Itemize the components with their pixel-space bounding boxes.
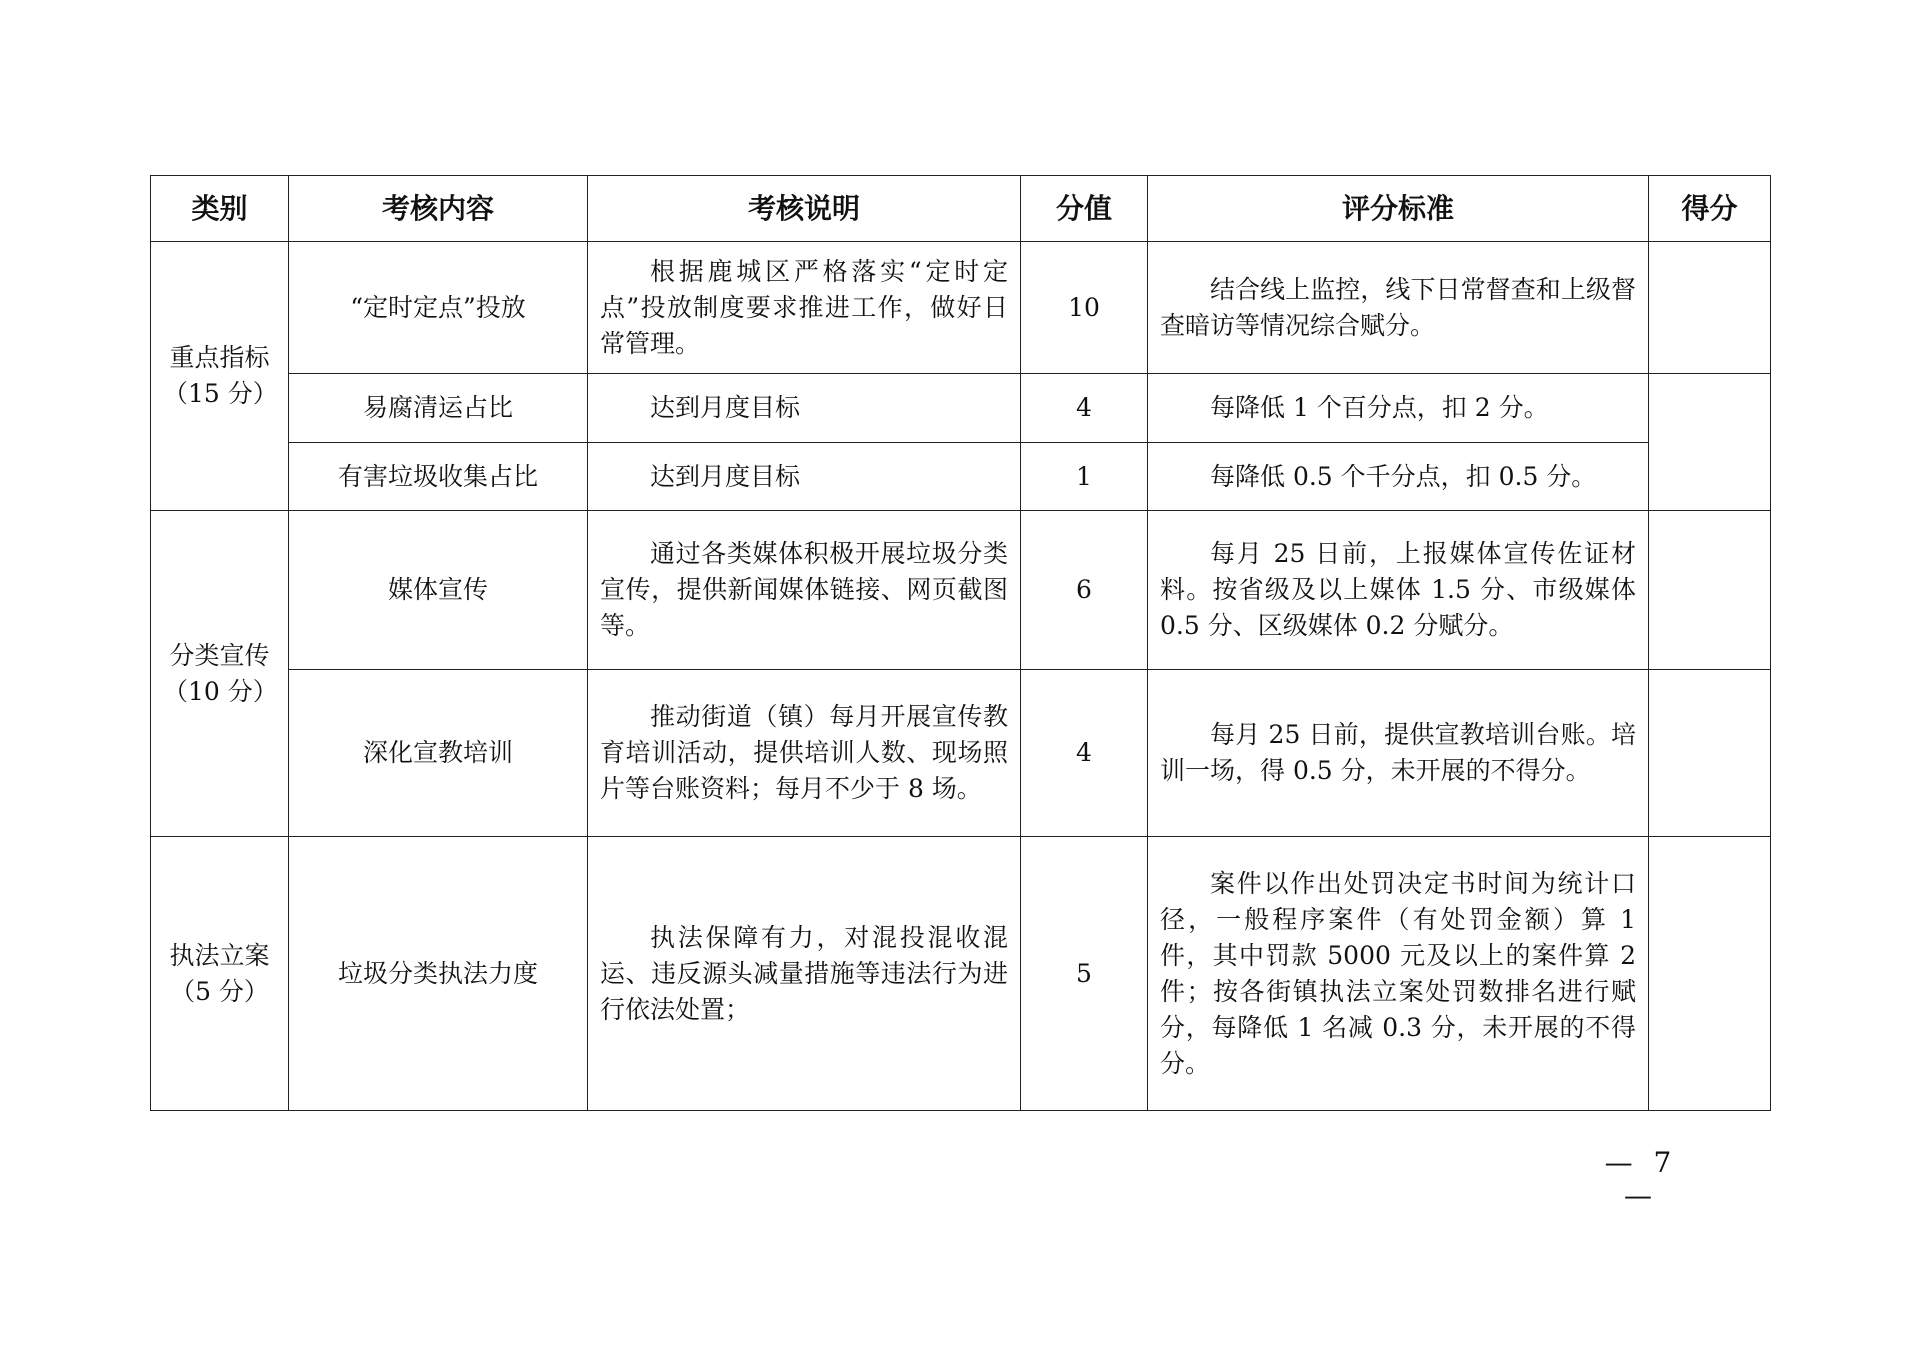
standard-text: 每降低 1 个百分点，扣 2 分。 [1210, 393, 1549, 422]
standard-text: 每降低 0.5 个千分点，扣 0.5 分。 [1210, 461, 1597, 491]
standard-cell [1148, 837, 1649, 1111]
standard-cell [1148, 511, 1649, 670]
table-row [151, 837, 1771, 1111]
value-cell: 10 [1021, 242, 1148, 374]
category-name: 重点指标 [169, 343, 270, 372]
score-cell [1649, 242, 1771, 374]
description-text: 根据鹿城区严格落实“定时定点”投放制度要求推进工作，做好日常管理。 [600, 256, 1008, 358]
category-cell [151, 837, 289, 1111]
standard-cell [1148, 670, 1649, 837]
header-value: 分值 [1021, 176, 1148, 242]
description-cell [588, 837, 1021, 1111]
value-cell: 6 [1021, 511, 1148, 670]
table-row [151, 511, 1771, 670]
standard-text: 每月 25 日前，上报媒体宣传佐证材料。按省级及以上媒体 1.5 分、市级媒体 0.5 分、区级媒体 0.2 分赋分。 [1160, 539, 1636, 640]
category-points: （10 分） [163, 676, 278, 706]
score-cell [1649, 511, 1771, 670]
description-cell [588, 443, 1021, 511]
score-cell [1649, 374, 1771, 511]
standard-cell [1148, 242, 1649, 374]
header-description: 考核说明 [588, 176, 1021, 242]
assessment-table [150, 175, 1771, 1111]
header-standard: 评分标准 [1148, 176, 1649, 242]
description-text: 通过各类媒体积极开展垃圾分类宣传，提供新闻媒体链接、网页截图等。 [600, 539, 1008, 640]
content-cell: “定时定点”投放 [289, 242, 588, 374]
content-cell: 媒体宣传 [289, 511, 588, 670]
standard-cell [1148, 443, 1649, 511]
standard-text: 结合线上监控，线下日常督查和上级督查暗访等情况综合赋分。 [1160, 274, 1636, 340]
description-text: 达到月度目标 [650, 461, 801, 491]
content-cell: 易腐清运占比 [289, 374, 588, 443]
header-score: 得分 [1649, 176, 1771, 242]
description-text: 推动街道（镇）每月开展宣传教育培训活动，提供培训人数、现场照片等台账资料；每月不少于 8 场。 [600, 702, 1008, 803]
table-row [151, 242, 1771, 374]
content-cell: 深化宣教培训 [289, 670, 588, 837]
standard-cell [1148, 374, 1649, 443]
standard-text: 案件以作出处罚决定书时间为统计口径，一般程序案件（有处罚金额）算 1 件，其中罚款 5000 元及以上的案件算 2 件；按各街镇执法立案处罚数排名进行赋分，每降低 1 名减 0.3 分，未开展的不得分。 [1160, 868, 1636, 1078]
category-name: 执法立案 [169, 940, 270, 970]
page-number: — 7 — [1604, 1146, 1678, 1212]
category-cell [151, 511, 289, 837]
value-cell: 4 [1021, 374, 1148, 443]
description-text: 执法保障有力，对混投混收混运、违反源头减量措施等违法行为进行依法处置； [600, 922, 1008, 1024]
description-cell [588, 242, 1021, 374]
score-cell [1649, 670, 1771, 837]
table-row [151, 374, 1771, 443]
category-points: （5 分） [170, 976, 269, 1006]
description-cell [588, 670, 1021, 837]
content-cell: 有害垃圾收集占比 [289, 443, 588, 511]
category-cell [151, 242, 289, 511]
value-cell: 5 [1021, 837, 1148, 1111]
table-row [151, 443, 1771, 511]
value-cell: 4 [1021, 670, 1148, 837]
table-row [151, 670, 1771, 837]
score-cell [1649, 837, 1771, 1111]
table-header-row [151, 176, 1771, 242]
standard-text: 每月 25 日前，提供宣教培训台账。培训一场，得 0.5 分，未开展的不得分。 [1160, 720, 1636, 785]
header-content: 考核内容 [289, 176, 588, 242]
content-cell: 垃圾分类执法力度 [289, 837, 588, 1111]
description-cell [588, 511, 1021, 670]
category-points: （15 分） [163, 379, 278, 408]
description-text: 达到月度目标 [650, 393, 801, 422]
description-cell [588, 374, 1021, 443]
category-name: 分类宣传 [169, 640, 270, 670]
header-category: 类别 [151, 176, 289, 242]
value-cell: 1 [1021, 443, 1148, 511]
